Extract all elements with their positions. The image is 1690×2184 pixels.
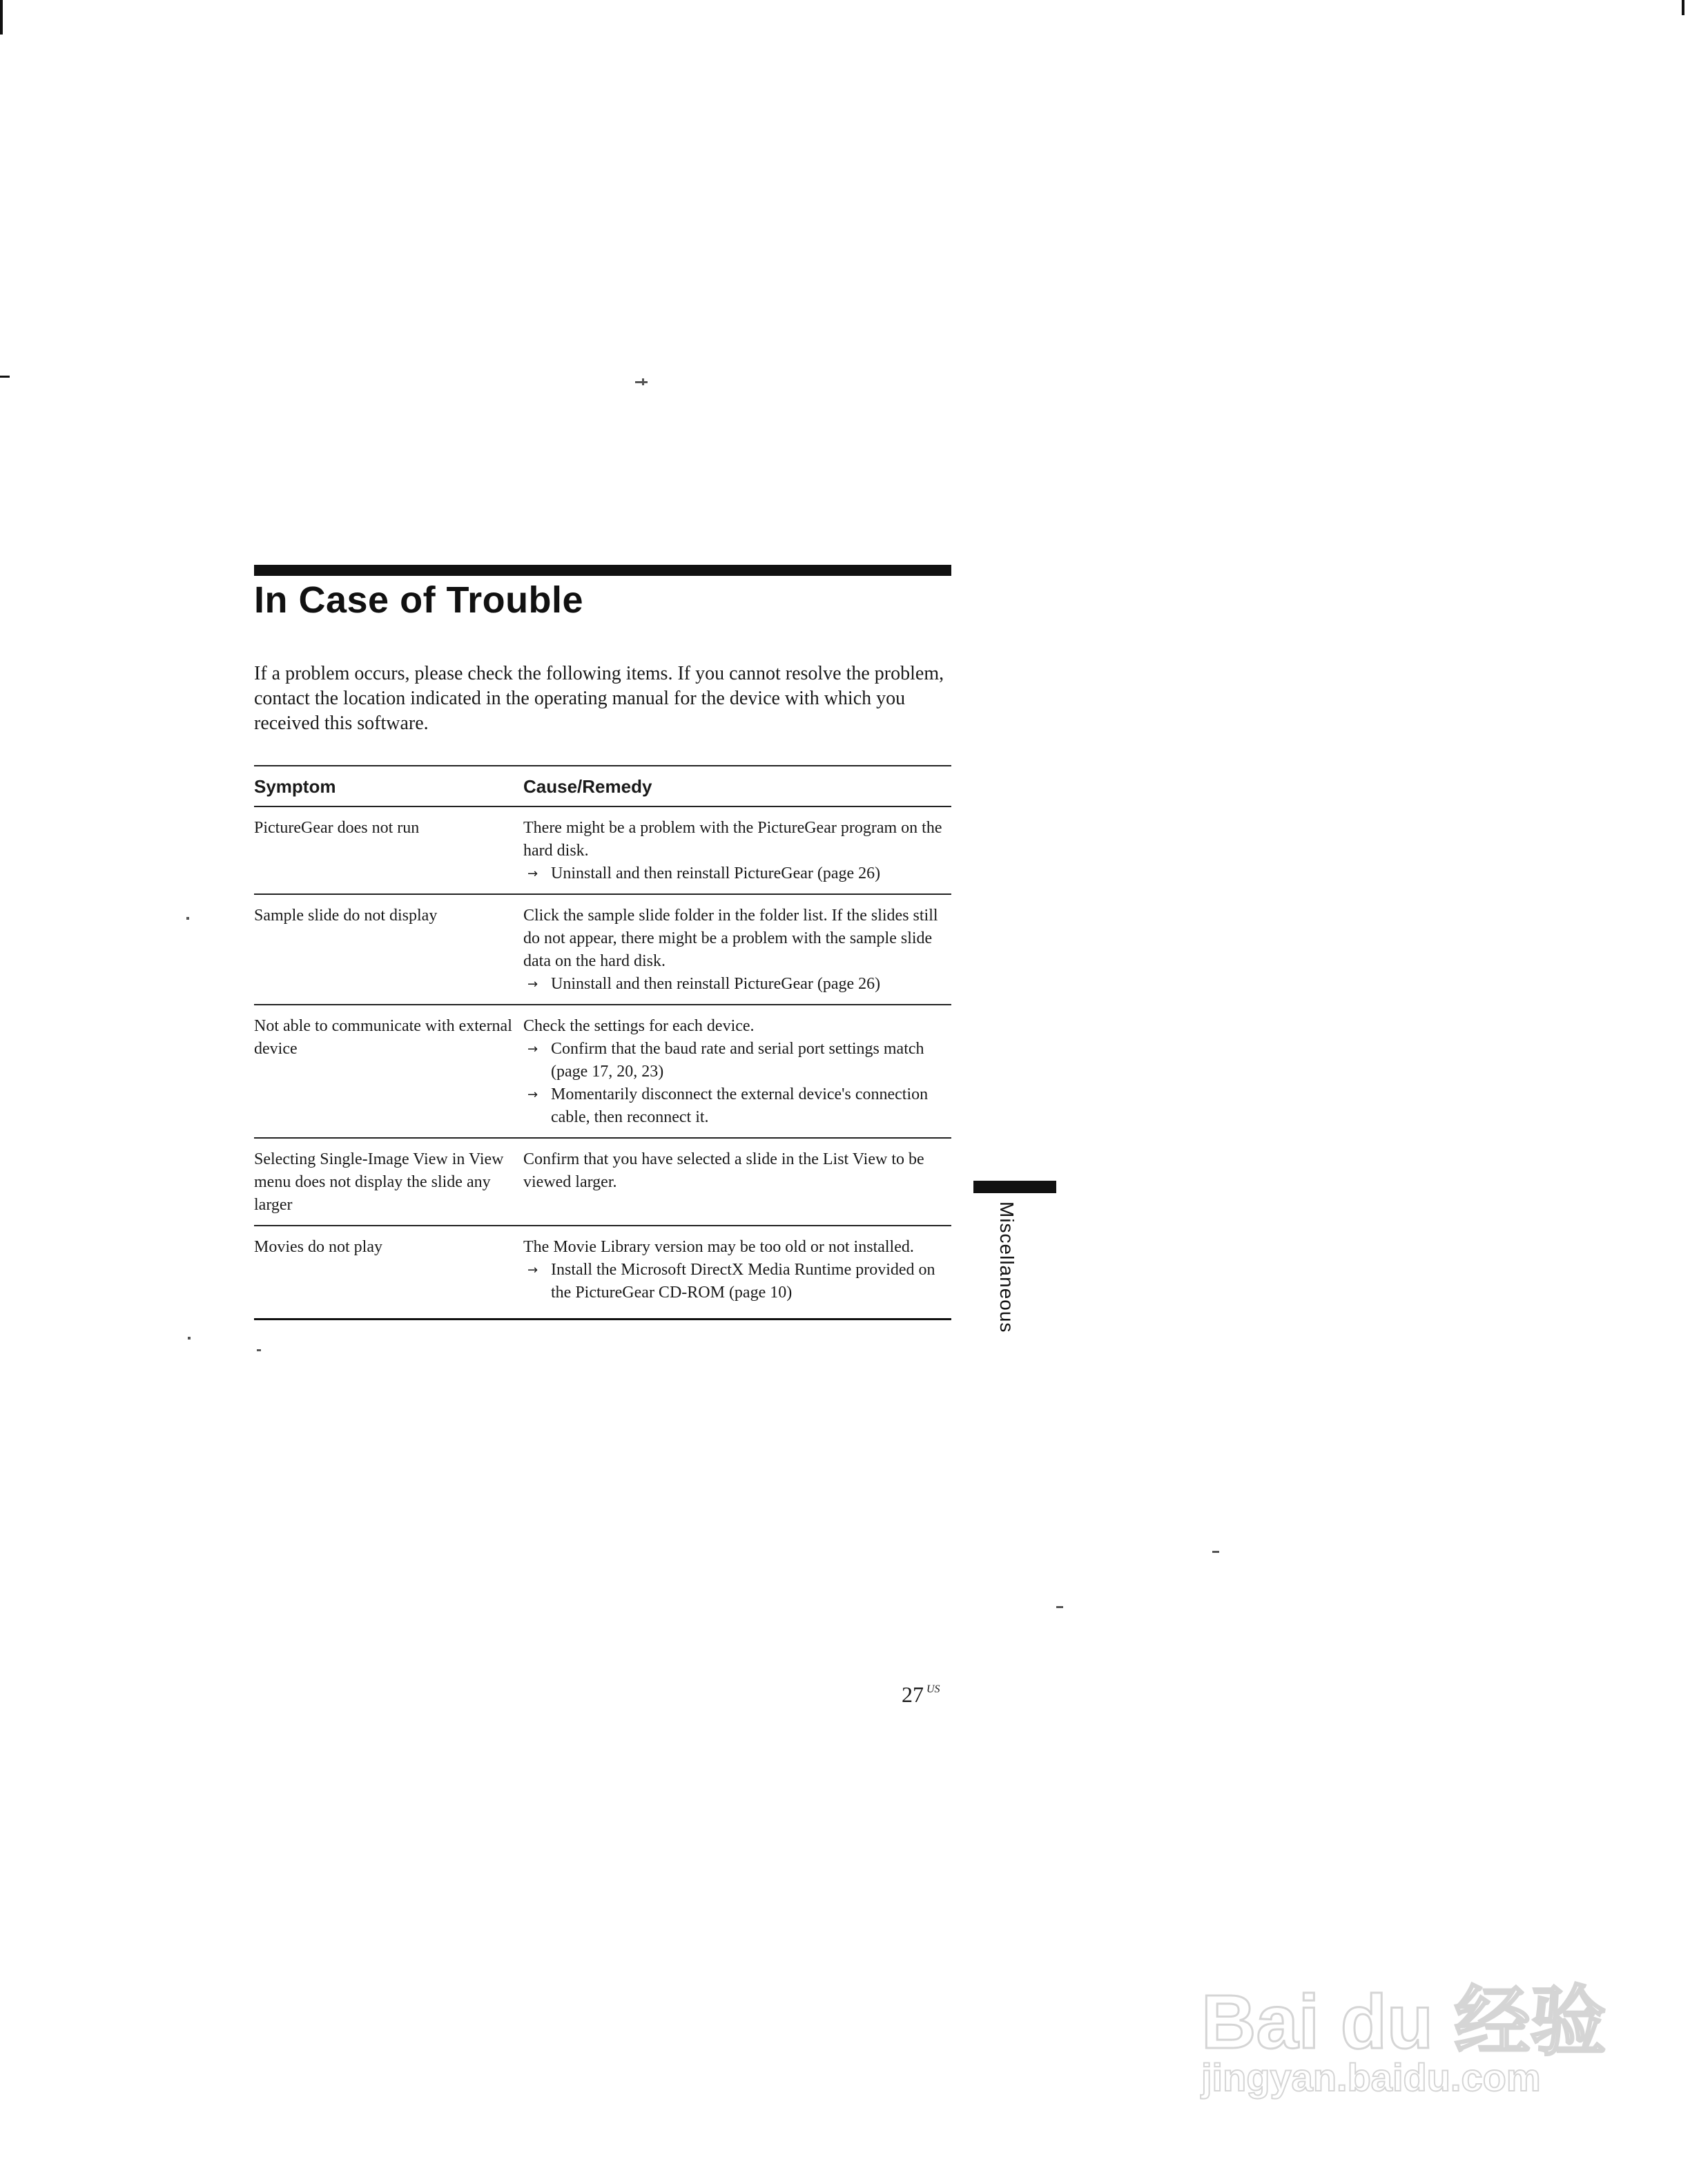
arrow-right-icon: → — [527, 1088, 538, 1102]
cause-cell — [523, 1226, 951, 1320]
symptom-cell: Movies do not play — [254, 1226, 523, 1320]
page-number-value: 27 — [902, 1682, 924, 1707]
cause-text: Check the settings for each device. — [523, 1017, 755, 1035]
cause-cell — [523, 806, 951, 894]
watermark-logo — [1201, 1920, 1606, 2099]
remedy-item — [523, 1038, 951, 1083]
symptom-cell: PictureGear does not run — [254, 806, 523, 894]
table-row — [254, 1138, 951, 1226]
page-title: In Case of Trouble — [254, 579, 584, 621]
scan-edge-mark-left — [0, 0, 3, 35]
arrow-right-icon: → — [527, 867, 538, 881]
section-tab-label: Miscellaneous — [996, 1201, 1018, 1333]
remedy-text: Uninstall and then reinstall PictureGear (page 26) — [551, 864, 881, 882]
watermark-main-text: Bai du 经验 — [1201, 1980, 1606, 2065]
scan-speck — [188, 1337, 191, 1340]
symptom-cell: Selecting Single-Image View in View menu does not display the slide any larger — [254, 1138, 523, 1226]
table-header-row — [254, 766, 951, 806]
page-number — [902, 1682, 940, 1708]
scan-speck — [1212, 1551, 1219, 1553]
trouble-table — [254, 765, 951, 1320]
cause-cell — [523, 1005, 951, 1138]
scan-edge-mark-right — [1682, 0, 1684, 15]
scan-speck — [635, 381, 648, 383]
scan-speck — [642, 378, 644, 385]
remedy-text: Momentarily disconnect the external device's connection cable, then reconnect it. — [551, 1085, 929, 1126]
title-rule — [254, 565, 951, 576]
page-number-suffix: US — [926, 1683, 940, 1695]
scan-edge-mark-left-mid — [0, 376, 10, 378]
section-tab-bar — [973, 1181, 1056, 1193]
arrow-right-icon: → — [527, 1042, 538, 1056]
cause-text: The Movie Library version may be too old or not installed. — [523, 1238, 914, 1256]
intro-paragraph: If a problem occurs, please check the following items. If you cannot resolve the problem, contact the location indicated in the operating manual for the device with which you received this software. — [254, 663, 944, 734]
table-row — [254, 894, 951, 1005]
remedy-text: Confirm that the baud rate and serial port settings match (page 17, 20, 23) — [551, 1040, 924, 1081]
arrow-right-icon: → — [527, 1263, 538, 1277]
cause-cell — [523, 894, 951, 1005]
symptom-cell: Sample slide do not display — [254, 894, 523, 1005]
cause-text: Click the sample slide folder in the folder list. If the slides still do not appear, there might be a problem with the sample slide data on the hard disk. — [523, 907, 938, 970]
column-header-symptom: Symptom — [254, 766, 523, 806]
remedy-text: Uninstall and then reinstall PictureGear (page 26) — [551, 975, 881, 993]
column-header-cause: Cause/Remedy — [523, 766, 951, 806]
remedy-text: Install the Microsoft DirectX Media Runtime provided on the PictureGear CD-ROM (page 10) — [551, 1261, 935, 1302]
remedy-item — [523, 1083, 951, 1129]
table-row — [254, 1226, 951, 1320]
cause-cell — [523, 1138, 951, 1226]
table-row — [254, 806, 951, 894]
scan-speck — [186, 917, 189, 920]
cause-text: Confirm that you have selected a slide in the List View to be viewed larger. — [523, 1150, 924, 1191]
scan-speck — [257, 1349, 261, 1351]
arrow-right-icon: → — [527, 977, 538, 992]
watermark-sub-text: jingyan.baidu.com — [1201, 2056, 1541, 2099]
table-row — [254, 1005, 951, 1138]
remedy-item — [523, 862, 951, 885]
scan-speck — [1056, 1606, 1063, 1608]
remedy-item — [523, 973, 951, 996]
cause-text: There might be a problem with the PictureGear program on the hard disk. — [523, 819, 942, 860]
remedy-item — [523, 1259, 951, 1304]
symptom-cell: Not able to communicate with external device — [254, 1005, 523, 1138]
